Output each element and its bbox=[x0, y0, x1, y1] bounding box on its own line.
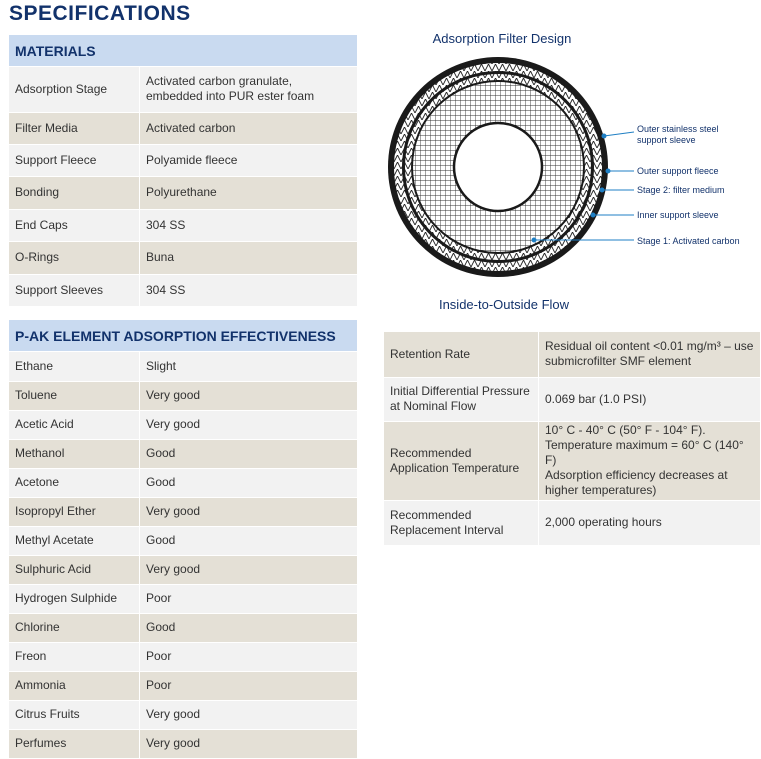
row-value: 304 SS bbox=[140, 209, 358, 241]
callout-text: support sleeve bbox=[637, 135, 696, 145]
row-value: Very good bbox=[140, 410, 358, 439]
row-value: Buna bbox=[140, 241, 358, 274]
effectiveness-header: P-AK ELEMENT ADSORPTION EFFECTIVENESS bbox=[9, 320, 357, 351]
row-label: Freon bbox=[9, 642, 140, 671]
row-value bbox=[539, 332, 761, 377]
row-label: Sulphuric Acid bbox=[9, 555, 140, 584]
row-label: End Caps bbox=[9, 209, 140, 241]
page-title: SPECIFICATIONS bbox=[9, 2, 191, 25]
row-label: Methyl Acetate bbox=[9, 526, 140, 555]
row-value: Good bbox=[140, 613, 358, 642]
row-label: Methanol bbox=[9, 439, 140, 468]
row-value: Good bbox=[140, 526, 358, 555]
callout-outer-sleeve bbox=[637, 124, 719, 146]
label-line: Recommended bbox=[390, 445, 472, 460]
row-value: Very good bbox=[140, 729, 358, 758]
row-label: Chlorine bbox=[9, 613, 140, 642]
label-line: Initial Differential Pressure bbox=[390, 384, 530, 398]
row-value: Very good bbox=[140, 497, 358, 526]
row-value: Very good bbox=[140, 700, 358, 729]
row-label: Toluene bbox=[9, 381, 140, 410]
value-line: higher temperatures) bbox=[545, 483, 657, 497]
callout-stage1: Stage 1: Activated carbon bbox=[637, 236, 740, 246]
row-value: 304 SS bbox=[140, 274, 358, 306]
row-value: Poor bbox=[140, 671, 358, 700]
label-line: Replacement Interval bbox=[390, 522, 504, 537]
materials-header: MATERIALS bbox=[9, 35, 357, 66]
label-line: Recommended bbox=[390, 507, 472, 522]
row-label: Acetic Acid bbox=[9, 410, 140, 439]
table-row bbox=[384, 500, 760, 545]
table-row bbox=[384, 377, 760, 421]
value-line: 10° C - 40° C (50° F - 104° F). bbox=[545, 423, 706, 437]
row-value: Activated carbon granulate, embedded into PUR ester foam bbox=[140, 67, 358, 112]
diagram-title: Adsorption Filter Design bbox=[432, 31, 572, 46]
row-value: Polyamide fleece bbox=[140, 144, 358, 176]
row-label: Ammonia bbox=[9, 671, 140, 700]
diagram-caption: Inside-to-Outside Flow bbox=[438, 297, 570, 312]
row-value bbox=[539, 500, 761, 545]
row-label: Acetone bbox=[9, 468, 140, 497]
value-line: Residual oil content <0.01 mg/m³ – use bbox=[545, 339, 754, 354]
row-value: Good bbox=[140, 468, 358, 497]
value-line: submicrofilter SMF element bbox=[545, 354, 692, 369]
row-label: Filter Media bbox=[9, 112, 140, 144]
row-value: Poor bbox=[140, 642, 358, 671]
callout-text: Outer stainless steel bbox=[637, 124, 719, 134]
row-label: Support Sleeves bbox=[9, 274, 140, 306]
row-label: Isopropyl Ether bbox=[9, 497, 140, 526]
callout-inner-sleeve: Inner support sleeve bbox=[637, 210, 719, 220]
row-label bbox=[384, 377, 539, 421]
label-line: Application Temperature bbox=[390, 460, 520, 475]
table-row bbox=[384, 421, 760, 500]
value-line: 0.069 bar (1.0 PSI) bbox=[545, 391, 647, 406]
row-label: Bonding bbox=[9, 176, 140, 209]
value-line: 2,000 operating hours bbox=[545, 515, 662, 529]
row-label: Support Fleece bbox=[9, 144, 140, 176]
row-value: Poor bbox=[140, 584, 358, 613]
row-label: Retention Rate bbox=[384, 332, 539, 377]
row-value: Good bbox=[140, 439, 358, 468]
row-value bbox=[539, 377, 761, 421]
row-value: Very good bbox=[140, 381, 358, 410]
row-value: Activated carbon bbox=[140, 112, 358, 144]
row-label: Ethane bbox=[9, 352, 140, 381]
row-value bbox=[539, 421, 761, 500]
performance-table bbox=[384, 332, 760, 546]
row-value: Polyurethane bbox=[140, 176, 358, 209]
row-label: O-Rings bbox=[9, 241, 140, 274]
row-label: Citrus Fruits bbox=[9, 700, 140, 729]
row-label: Hydrogen Sulphide bbox=[9, 584, 140, 613]
row-label bbox=[384, 421, 539, 500]
value-line: Adsorption efficiency decreases at bbox=[545, 468, 728, 482]
row-value: Slight bbox=[140, 352, 358, 381]
row-value: Very good bbox=[140, 555, 358, 584]
callout-stage2: Stage 2: filter medium bbox=[637, 185, 725, 195]
value-line: Temperature maximum = 60° C (140° F) bbox=[545, 438, 744, 467]
callout-outer-fleece: Outer support fleece bbox=[637, 166, 719, 176]
row-label bbox=[384, 500, 539, 545]
row-label: Adsorption Stage bbox=[9, 67, 140, 112]
table-row bbox=[384, 332, 760, 377]
label-line: at Nominal Flow bbox=[390, 399, 477, 413]
row-label: Perfumes bbox=[9, 729, 140, 758]
